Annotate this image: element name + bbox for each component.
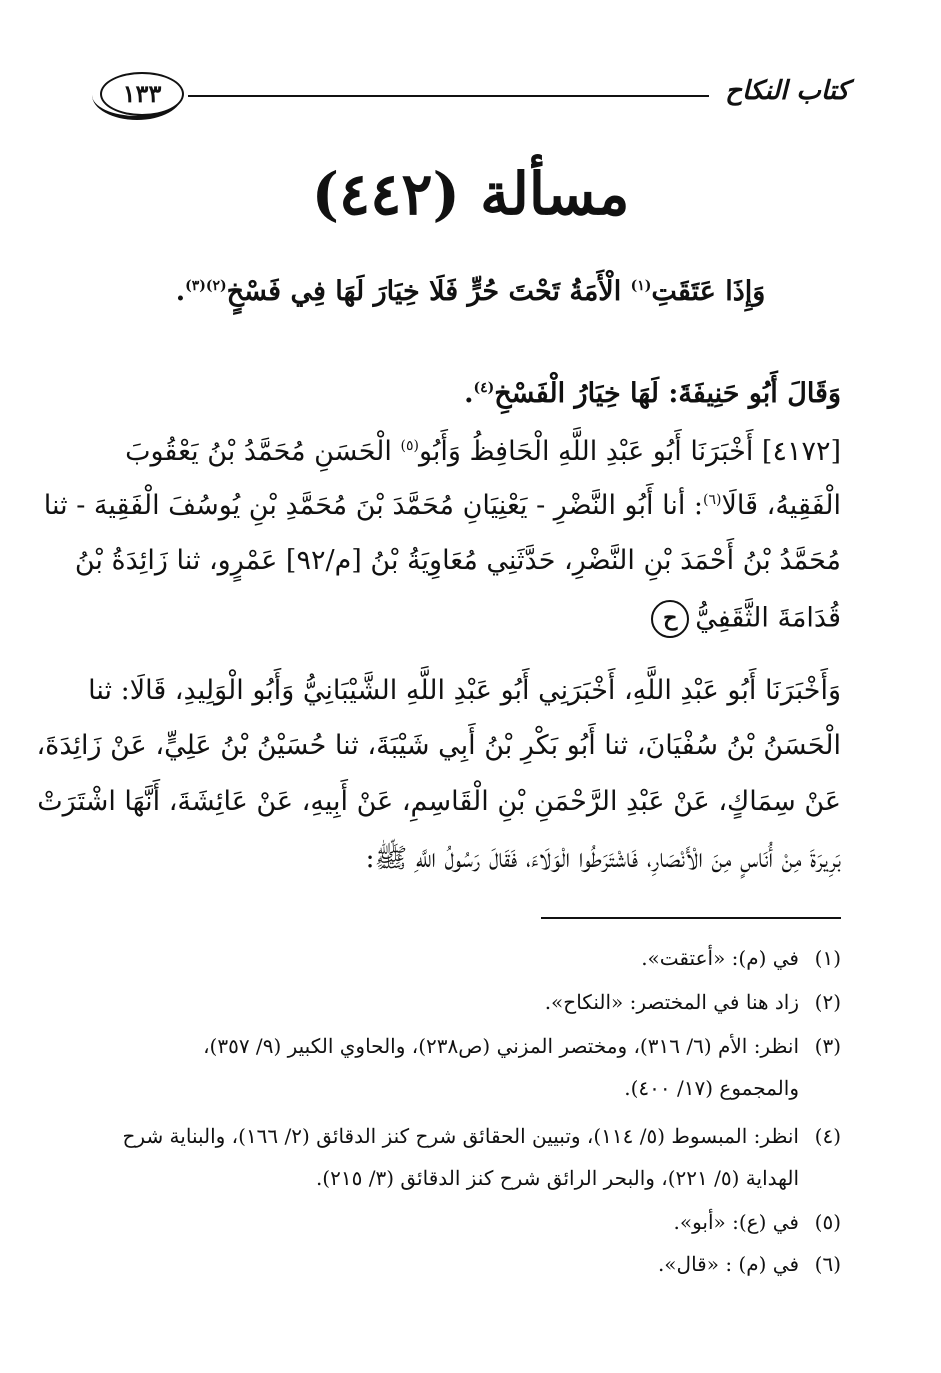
hadith-line-5: وَأَخْبَرَنَا أَبُو عَبْدِ اللَّهِ، أَخْبَرَنِي أَبُو عَبْدِ اللَّهِ الشَّيْبَانِيُّ وَأَبُو الْوَلِيدِ، قَالَا: ثنا (88, 675, 841, 706)
hadith-line-7: عَنْ سِمَاكٍ، عَنْ عَبْدِ الرَّحْمَنِ بْنِ الْقَاسِمِ، عَنْ أَبِيهِ، عَنْ عَائِشَةَ، أَنَّهَا اشْتَرَتْ (37, 786, 841, 817)
footnote-text: زاد هنا في المختصر: «النكاح». (544, 990, 799, 1014)
matn-line (100, 276, 841, 307)
page-header (100, 68, 849, 118)
hadith-line-2-a: الْفَقِيهُ، قَالَا (721, 490, 841, 521)
footnote-text: انظر: الأم (٦/ ٣١٦)، ومختصر المزني (ص٢٣٨)، والحاوي الكبير (٩/ ٣٥٧)، (203, 1034, 799, 1058)
footnote-num: (٥) (814, 1210, 841, 1234)
footnote-ref-2-3[interactable]: (٢)(٣) (185, 278, 227, 294)
footnote-text: انظر: المبسوط (٥/ ١١٤)، وتبيين الحقائق شرح كنز الدقائق (٢/ ١٦٦)، والبناية شرح (122, 1124, 799, 1148)
footnote-ref-1[interactable]: (١) (630, 278, 652, 294)
footnote-text: في (م) : «قال». (657, 1252, 799, 1276)
footnote-3-continued: والمجموع (١٧/ ٤٠٠). (624, 1076, 799, 1100)
footnote-4 (100, 1124, 841, 1148)
matn-text-b: الْأَمَةُ تَحْتَ حُرٍّ فَلَا خِيَارَ لَهَا فِي فَسْخٍ (226, 276, 631, 307)
footnote-2 (100, 990, 841, 1014)
footnote-ref-4[interactable]: (٤) (473, 380, 495, 396)
hadith-line-1 (100, 436, 841, 467)
footnote-5 (100, 1210, 841, 1234)
running-title: كتاب النكاح (725, 76, 849, 106)
abu-hanifa-line (100, 378, 841, 409)
masala-title: مسألة (٤٤٢) (311, 160, 630, 228)
hadith-line-4 (100, 600, 841, 638)
footnote-num: (١) (814, 946, 841, 970)
footnote-ref-6[interactable]: (٦) (703, 492, 722, 508)
footnote-separator (541, 917, 841, 919)
hadith-line-4-text: قُدَامَةَ الثَّقَفِيُّ (695, 602, 841, 634)
tahwil-ha-mark: ح (651, 600, 689, 638)
footnote-text: في (ع): «أبو». (673, 1210, 799, 1234)
page-number: ١٣٣ (100, 72, 184, 116)
header-rule (188, 95, 709, 97)
matn-text-c: . (175, 276, 186, 307)
footnote-1 (100, 946, 841, 970)
footnote-6 (100, 1252, 841, 1276)
hadith-line-2 (43, 490, 841, 521)
matn-text-a: وَإِذَا عَتَقَتِ (651, 276, 766, 307)
hadith-line-3: مُحَمَّدُ بْنُ أَحْمَدَ بْنِ النَّضْرِ، حَدَّثَنِي مُعَاوِيَةُ بْنُ [م/٩٢] عَمْرٍو، ثنا زَائِدَةُ بْنُ (74, 545, 841, 576)
hadith-line-6: الْحَسَنُ بْنُ سُفْيَانَ، ثنا أَبُو بَكْرِ بْنُ أَبِي شَيْبَةَ، ثنا حُسَيْنُ بْنُ عَلِيٍّ، عَنْ زَائِدَةَ، (36, 730, 841, 761)
hadith-line-8: بَرِيرَةَ مِنْ أُنَاسٍ مِنَ الْأَنْصَارِ، فَاشْتَرَطُوا الْوَلَاءَ، فَقَالَ رَسُولُ اللَّهِ ﷺ: (365, 843, 841, 874)
hadith-line-1-a: [٤١٧٢] أَخْبَرَنَا أَبُو عَبْدِ اللَّهِ الْحَافِظُ وَأَبُو (418, 436, 841, 467)
footnote-num: (٢) (814, 990, 841, 1014)
hadith-line-2-b: : أنا أَبُو النَّضْرِ - يَعْنِيَانِ مُحَمَّدَ بْنَ مُحَمَّدِ بْنِ يُوسُفَ الْفَقِيهَ - ثنا (43, 490, 704, 521)
footnote-num: (٤) (814, 1124, 841, 1148)
footnote-num: (٦) (814, 1252, 841, 1276)
abu-hanifa-text-b: . (464, 378, 474, 409)
footnote-ref-5[interactable]: (٥) (400, 438, 419, 454)
hadith-line-1-b: الْحَسَنِ مُحَمَّدُ بْنُ يَعْقُوبَ (125, 436, 401, 467)
footnote-4-continued: الهداية (٥/ ٢٢١)، والبحر الرائق شرح كنز الدقائق (٣/ ٢١٥). (315, 1166, 799, 1190)
footnote-3 (100, 1034, 841, 1058)
footnote-num: (٣) (814, 1034, 841, 1058)
footnote-text: في (م): «أعتقت». (641, 946, 799, 970)
abu-hanifa-text-a: وَقَالَ أَبُو حَنِيفَةَ: لَهَا خِيَارُ الْفَسْخِ (494, 378, 841, 409)
